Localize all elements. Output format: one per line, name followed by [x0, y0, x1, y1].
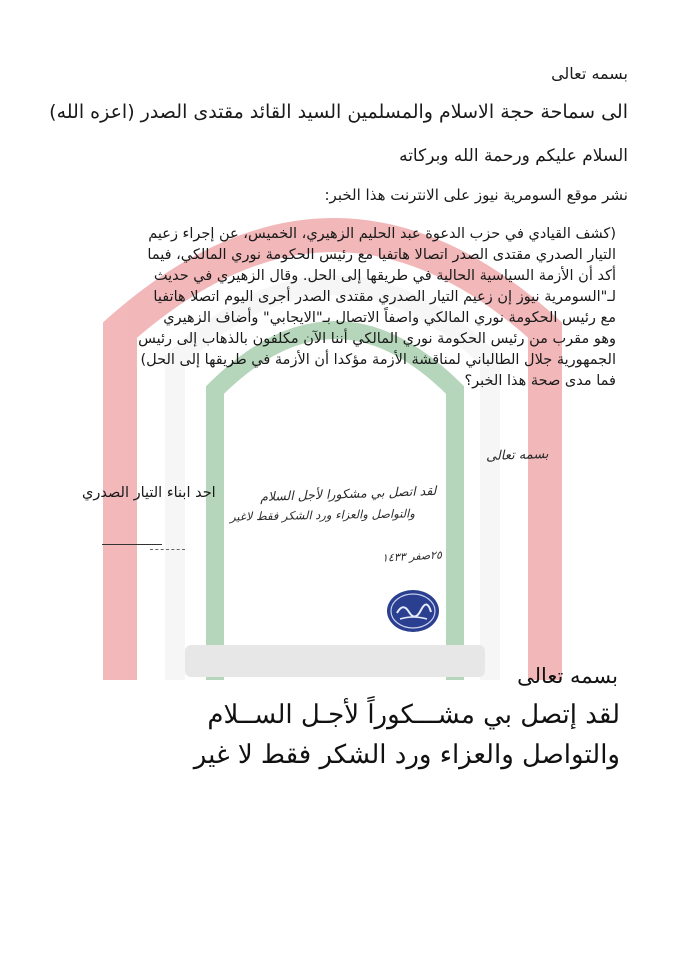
handwritten-basmala: بسمه تعالى — [485, 446, 549, 465]
handwritten-reply-line1: لقد اتصل بي مشكورا لأجل السلام — [259, 482, 437, 505]
handwritten-date: ٢٥صفر ١٤٣٣ — [381, 548, 443, 565]
body-line: أكد أن الأزمة السياسية الحالية في طريقها إلى الحل. وقال الزهيري في حديث — [153, 268, 616, 284]
typed-reply-line2: والتواصل والعزاء ورد الشكر فقط لا غير — [193, 740, 620, 770]
body-line: مع رئيس الحكومة نوري المالكي واصفاً الاتصال بـ"الايجابي" وأضاف الزهيري — [163, 310, 616, 326]
signature-line — [102, 544, 162, 545]
body-line: وهو مقرب من رئيس الحكومة نوري المالكي أننا الآن مكلفون بالذهاب إلى رئيس — [138, 331, 616, 347]
letter-addressee: الى سماحة حجة الاسلام والمسلمين السيد القائد مقتدى الصدر (اعزه الله) — [49, 101, 628, 123]
body-line: فما مدى صحة هذا الخبر؟ — [464, 373, 616, 389]
handwritten-reply-line2: والتواصل والعزاء ورد الشكر فقط لاغير — [230, 506, 416, 524]
letter-body — [138, 224, 616, 392]
official-seal-stamp — [385, 588, 441, 634]
typed-reply-line1: لقد إتصل بي مشـــكوراً لأجـل الســلام — [207, 700, 620, 730]
body-line: الجمهورية جلال الطالباني لمناقشة الأزمة مؤكدا أن الأزمة في طريقها إلى الحل) — [140, 352, 616, 368]
letter-signer: احد ابناء التيار الصدري — [82, 485, 216, 501]
body-line: لـ"السومرية نيوز إن زعيم التيار الصدري مقتدى الصدر أجرى اليوم اتصلا هاتفيا — [153, 289, 616, 305]
letter-greeting: السلام عليكم ورحمة الله وبركاته — [399, 146, 628, 166]
body-line: التيار الصدري مقتدى الصدر اتصالا هاتفيا مع رئيس الحكومة نوري المالكي، فيما — [147, 247, 616, 263]
typed-reply-basmala: بسمه تعالى — [517, 664, 618, 688]
letter-basmala: بسمه تعالى — [551, 64, 628, 83]
letter-intro: نشر موقع السومرية نيوز على الانترنت هذا الخبر: — [324, 186, 628, 204]
signature-line-dashed — [150, 549, 185, 550]
body-line: (كشف القيادي في حزب الدعوة عبد الحليم الزهيري، الخميس، عن إجراء زعيم — [148, 226, 616, 242]
